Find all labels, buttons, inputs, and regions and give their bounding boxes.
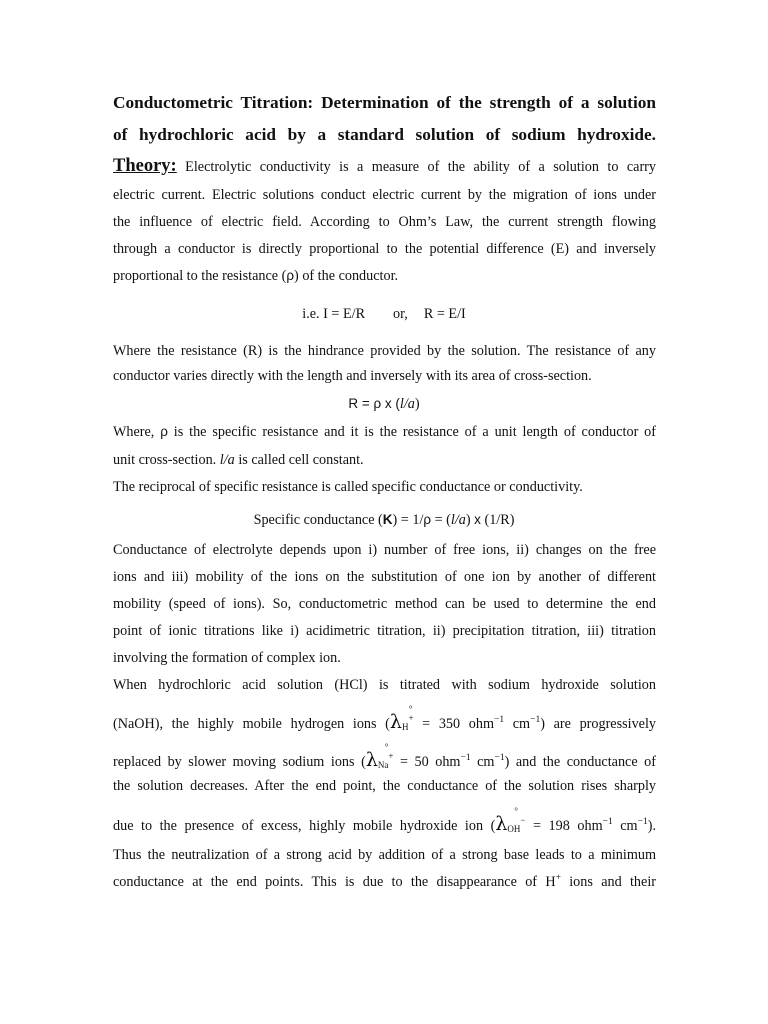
theory-heading: Theory: bbox=[113, 156, 177, 176]
paragraph-line: When hydrochloric acid solution (HCl) is titrated with sodium hydroxide solution bbox=[113, 677, 656, 693]
paragraph-line: conductor varies directly with the length and inversely with its area of cross-section. bbox=[113, 368, 592, 384]
paragraph-line: unit cross-section. l/a is called cell constant. bbox=[113, 452, 364, 468]
paragraph-line: Where the resistance (R) is the hindrance provided by the solution. The resistance of any bbox=[113, 343, 656, 359]
lambda-h-symbol: λ ° H+ bbox=[389, 704, 414, 733]
ohms-law-equation: i.e. I = E/R or, R = E/I bbox=[302, 306, 466, 322]
resistance-equation: R = ρ x (l/a) bbox=[348, 396, 420, 412]
paragraph-line: electric current. Electric solutions conduct electric current by the migration of ions under bbox=[113, 187, 656, 203]
paragraph-line-hydroxide-ion: due to the presence of excess, highly mobile hydroxide ion (λ ° OH− = 198 ohm$^{-1}$ $cm^{-1}$). bbox=[113, 810, 656, 839]
paragraph-line-hydrogen-ion: (NaOH), the highly mobile hydrogen ions (λ ° H+ = 350 ohm$^{-1}$ $cm^{-1}$) are progressively bbox=[113, 708, 656, 737]
paragraph-line: conductance at the end points. This is due to the disappearance of H+ ions and their bbox=[113, 873, 656, 890]
paragraph-line: Conductance of electrolyte depends upon i) number of free ions, ii) changes on the free bbox=[113, 542, 656, 558]
paragraph-line: Where, ρ is the specific resistance and it is the resistance of a unit length of conductor of bbox=[113, 424, 656, 440]
title-line-1: Conductometric Titration: Determination of the strength of a solution bbox=[113, 93, 656, 112]
theory-line-1: Theory: Electrolytic conductivity is a measure of the ability of a solution to carry bbox=[113, 156, 657, 176]
paragraph-line: proportional to the resistance (ρ) of the conductor. bbox=[113, 268, 399, 284]
paragraph-line: Thus the neutralization of a strong acid by addition of a strong base leads to a minimum bbox=[113, 847, 656, 863]
specific-conductance-equation: Specific conductance (K) = 1/ρ = (l/a) x (1/R) bbox=[253, 512, 515, 528]
paragraph-line: through a conductor is directly proportional to the potential difference (E) and inversely bbox=[113, 241, 656, 257]
paragraph-line-sodium-ion: replaced by slower moving sodium ions (λ ° Na+ = 50 ohm$^{-1}$ $cm^{-1}$) and the conductance of bbox=[113, 746, 656, 775]
paragraph-line: mobility (speed of ions). So, conductometric method can be used to determine the end bbox=[113, 596, 656, 612]
paragraph-line: the solution decreases. After the end point, the conductance of the solution rises sharply bbox=[113, 778, 656, 794]
lambda-na-symbol: λ ° Na+ bbox=[365, 742, 394, 771]
paragraph-line: ions and iii) mobility of the ions on the substitution of one ion by another of different bbox=[113, 569, 656, 585]
paragraph-line: point of ionic titrations like i) acidimetric titration, ii) precipitation titration, iii) titration bbox=[113, 623, 656, 639]
paragraph-line: the influence of electric field. According to Ohm’s Law, the current strength flowing bbox=[113, 214, 656, 230]
title-line-2: of hydrochloric acid by a standard solution of sodium hydroxide. bbox=[113, 125, 656, 144]
lambda-oh-symbol: λ ° OH− bbox=[495, 806, 526, 835]
paragraph-line: The reciprocal of specific resistance is called specific conductance or conductivity. bbox=[113, 479, 583, 495]
paragraph-line: involving the formation of complex ion. bbox=[113, 650, 341, 666]
